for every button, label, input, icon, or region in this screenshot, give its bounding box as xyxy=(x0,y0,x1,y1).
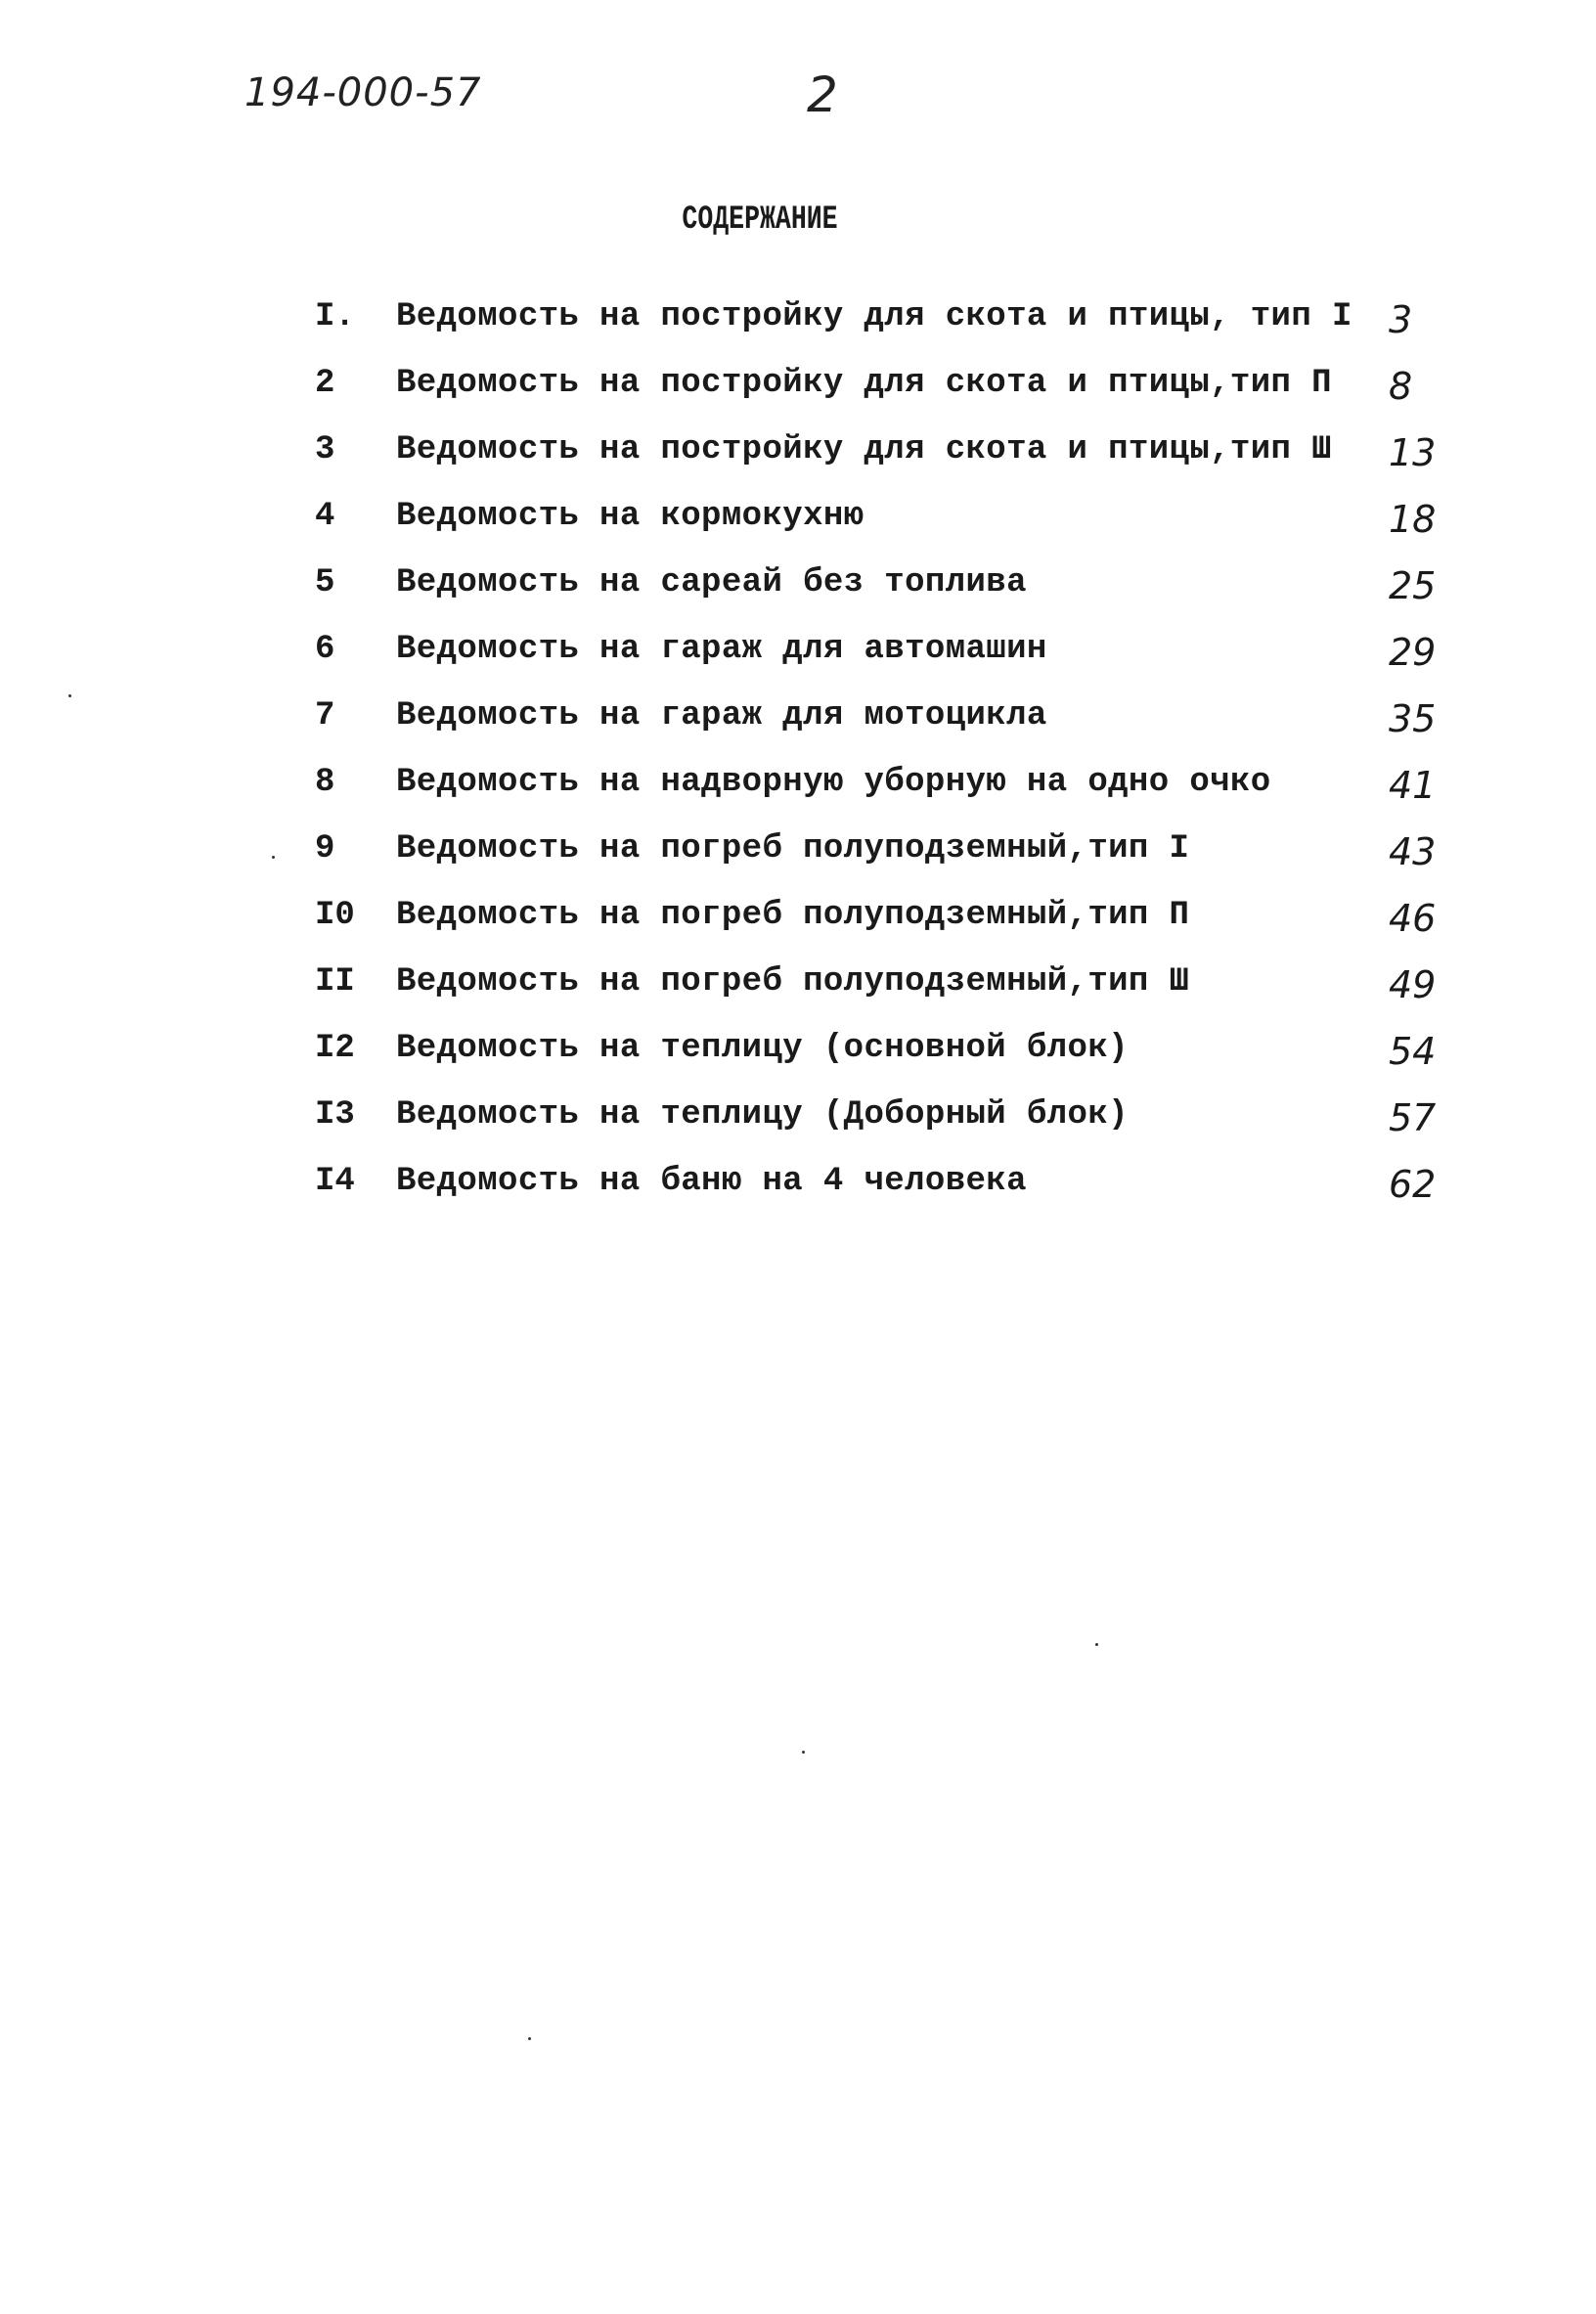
toc-entry xyxy=(0,897,1596,956)
toc-entry-title: Ведомость на гараж для автомашин xyxy=(396,631,1047,668)
toc-entry-number: I3 xyxy=(315,1096,355,1134)
toc-entry-page: 62 xyxy=(1389,1163,1437,1206)
toc-entry-page: 8 xyxy=(1389,365,1413,408)
toc-entry-title: Ведомость на кормокухню xyxy=(396,498,864,535)
toc-entry-number: 8 xyxy=(315,764,335,801)
toc-entry-number: 3 xyxy=(315,431,335,468)
scan-speck xyxy=(802,1751,805,1754)
scan-speck xyxy=(272,856,275,859)
toc-entry xyxy=(0,764,1596,823)
toc-entry xyxy=(0,697,1596,756)
toc-entry-title: Ведомость на погреб полуподземный,тип I xyxy=(396,830,1190,868)
toc-entry xyxy=(0,1163,1596,1222)
toc-entry-page: 3 xyxy=(1389,298,1413,341)
page-number: 2 xyxy=(807,67,838,123)
toc-entry xyxy=(0,1030,1596,1089)
toc-entry-page: 18 xyxy=(1389,498,1437,541)
toc-entry-number: I2 xyxy=(315,1030,355,1067)
toc-entry-title: Ведомость на погреб полуподземный,тип Ш xyxy=(396,963,1190,1001)
toc-entry-title: Ведомость на теплицу (основной блок) xyxy=(396,1030,1129,1067)
toc-entry-number: 7 xyxy=(315,697,335,734)
toc-entry-title: Ведомость на баню на 4 человека xyxy=(396,1163,1027,1200)
toc-entry xyxy=(0,365,1596,423)
toc-entry xyxy=(0,498,1596,556)
toc-entry-title: Ведомость на постройку для скота и птицы,тип Ш xyxy=(396,431,1332,468)
page-title: СОДЕРЖАНИЕ xyxy=(682,201,838,239)
toc-entry-number: 4 xyxy=(315,498,335,535)
toc-entry xyxy=(0,564,1596,623)
toc-entry xyxy=(0,431,1596,490)
toc-entry-number: I4 xyxy=(315,1163,355,1200)
toc-entry-page: 13 xyxy=(1389,431,1437,474)
document-number: 194-000-57 xyxy=(244,70,482,115)
toc-entry-page: 43 xyxy=(1389,830,1437,873)
scan-speck xyxy=(528,2037,531,2040)
toc-entry-page: 57 xyxy=(1389,1096,1437,1139)
toc-entry-title: Ведомость на надворную уборную на одно очко xyxy=(396,764,1271,801)
toc-entry xyxy=(0,963,1596,1022)
toc-entry-page: 41 xyxy=(1389,764,1437,807)
toc-entry-title: Ведомость на сареай без топлива xyxy=(396,564,1027,601)
toc-entry-title: Ведомость на постройку для скота и птицы, тип I xyxy=(396,298,1352,335)
toc-entry-number: I0 xyxy=(315,897,355,934)
toc-entry-number: I. xyxy=(315,298,355,335)
toc-entry-page: 35 xyxy=(1389,697,1437,740)
toc-entry-number: 6 xyxy=(315,631,335,668)
toc-entry xyxy=(0,631,1596,690)
scan-speck xyxy=(1095,1643,1098,1646)
toc-entry-page: 46 xyxy=(1389,897,1437,940)
toc-entry-number: 2 xyxy=(315,365,335,402)
toc-entry xyxy=(0,1096,1596,1155)
toc-entry-number: 5 xyxy=(315,564,335,601)
toc-entry-page: 29 xyxy=(1389,631,1437,674)
toc-entry-page: 49 xyxy=(1389,963,1437,1006)
toc-entry xyxy=(0,830,1596,889)
toc-entry xyxy=(0,298,1596,357)
scan-speck xyxy=(68,694,71,697)
toc-entry-title: Ведомость на гараж для мотоцикла xyxy=(396,697,1047,734)
toc-entry-title: Ведомость на теплицу (Доборный блок) xyxy=(396,1096,1129,1134)
toc-entry-number: II xyxy=(315,963,355,1001)
toc-entry-title: Ведомость на погреб полуподземный,тип П xyxy=(396,897,1190,934)
toc-entry-number: 9 xyxy=(315,830,335,868)
toc-entry-page: 54 xyxy=(1389,1030,1437,1073)
toc-entry-page: 25 xyxy=(1389,564,1437,607)
toc-entry-title: Ведомость на постройку для скота и птицы,тип П xyxy=(396,365,1332,402)
